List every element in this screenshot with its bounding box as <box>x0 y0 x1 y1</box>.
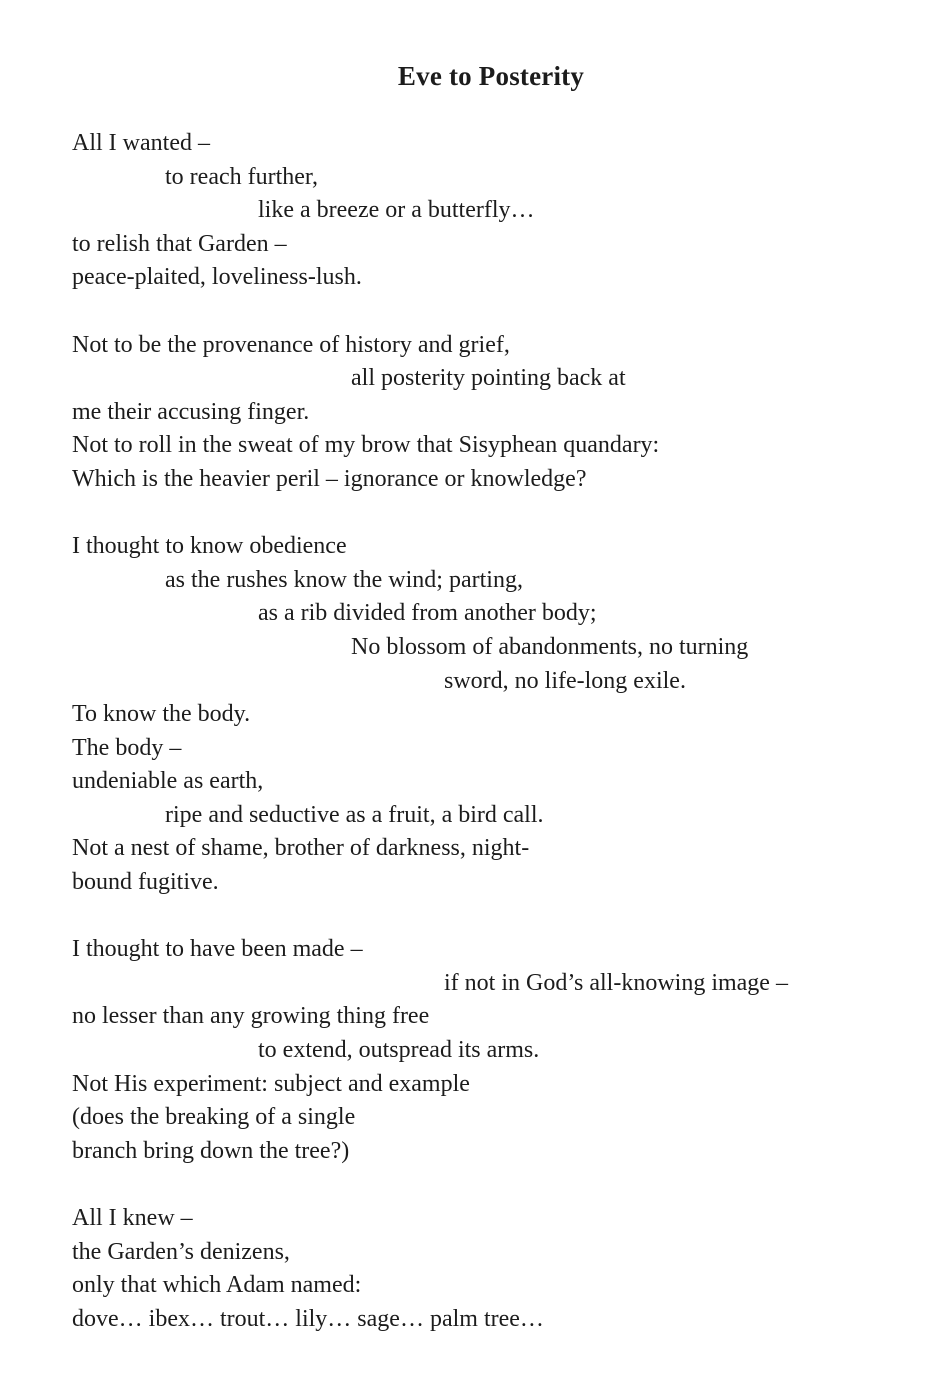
poem-line: the Garden’s denizens, <box>72 1238 290 1265</box>
poem-line: as the rushes know the wind; parting, <box>165 566 523 593</box>
poem-line: No blossom of abandonments, no turning <box>351 633 749 660</box>
poem-line: peace-plaited, loveliness-lush. <box>72 264 362 291</box>
poem-line: like a breeze or a butterfly… <box>258 197 535 224</box>
poem-line: Which is the heavier peril – ignorance or knowledge? <box>72 465 587 492</box>
poem-line: dove… ibex… trout… lily… sage… palm tree… <box>72 1305 544 1332</box>
poem-line: Not to roll in the sweat of my brow that Sisyphean quandary: <box>72 432 660 459</box>
poem-line: undeniable as earth, <box>72 768 264 795</box>
poem-line: no lesser than any growing thing free <box>72 1003 430 1030</box>
stanza-break <box>72 295 922 329</box>
poem-line: all posterity pointing back at <box>351 365 626 392</box>
poem-line: Not a nest of shame, brother of darkness, night- <box>72 835 530 862</box>
poem-line: to extend, outspread its arms. <box>258 1037 540 1064</box>
poem-line: sword, no life-long exile. <box>444 667 686 694</box>
poem-line: To know the body. <box>72 701 251 728</box>
poem-body <box>72 127 922 1336</box>
stanza-break <box>72 900 922 934</box>
poem-line: (does the breaking of a single <box>72 1104 356 1131</box>
poem-line: Not to be the provenance of history and grief, <box>72 331 510 358</box>
poem-title: Eve to Posterity <box>397 61 585 91</box>
poem-line: All I wanted – <box>72 130 210 156</box>
stanza-break <box>72 1168 922 1202</box>
poem-line: The body – <box>72 734 182 761</box>
poem-line: only that which Adam named: <box>72 1272 362 1299</box>
poem-line: me their accusing finger. <box>72 398 310 425</box>
poem-line: bound fugitive. <box>72 869 219 896</box>
poem-line: branch bring down the tree?) <box>72 1137 350 1164</box>
poem-line: ripe and seductive as a fruit, a bird call. <box>165 801 544 828</box>
stanza-break <box>72 497 922 531</box>
poem-line: All I knew – <box>72 1205 193 1231</box>
poem-line: to relish that Garden – <box>72 230 287 257</box>
poem-line: I thought to have been made – <box>72 936 363 963</box>
poem-line: Not His experiment: subject and example <box>72 1070 470 1097</box>
poem-line: as a rib divided from another body; <box>258 600 597 627</box>
poem-line: to reach further, <box>165 163 318 190</box>
poem-line: I thought to know obedience <box>72 533 347 560</box>
poem-line: if not in God’s all-knowing image – <box>444 969 788 996</box>
